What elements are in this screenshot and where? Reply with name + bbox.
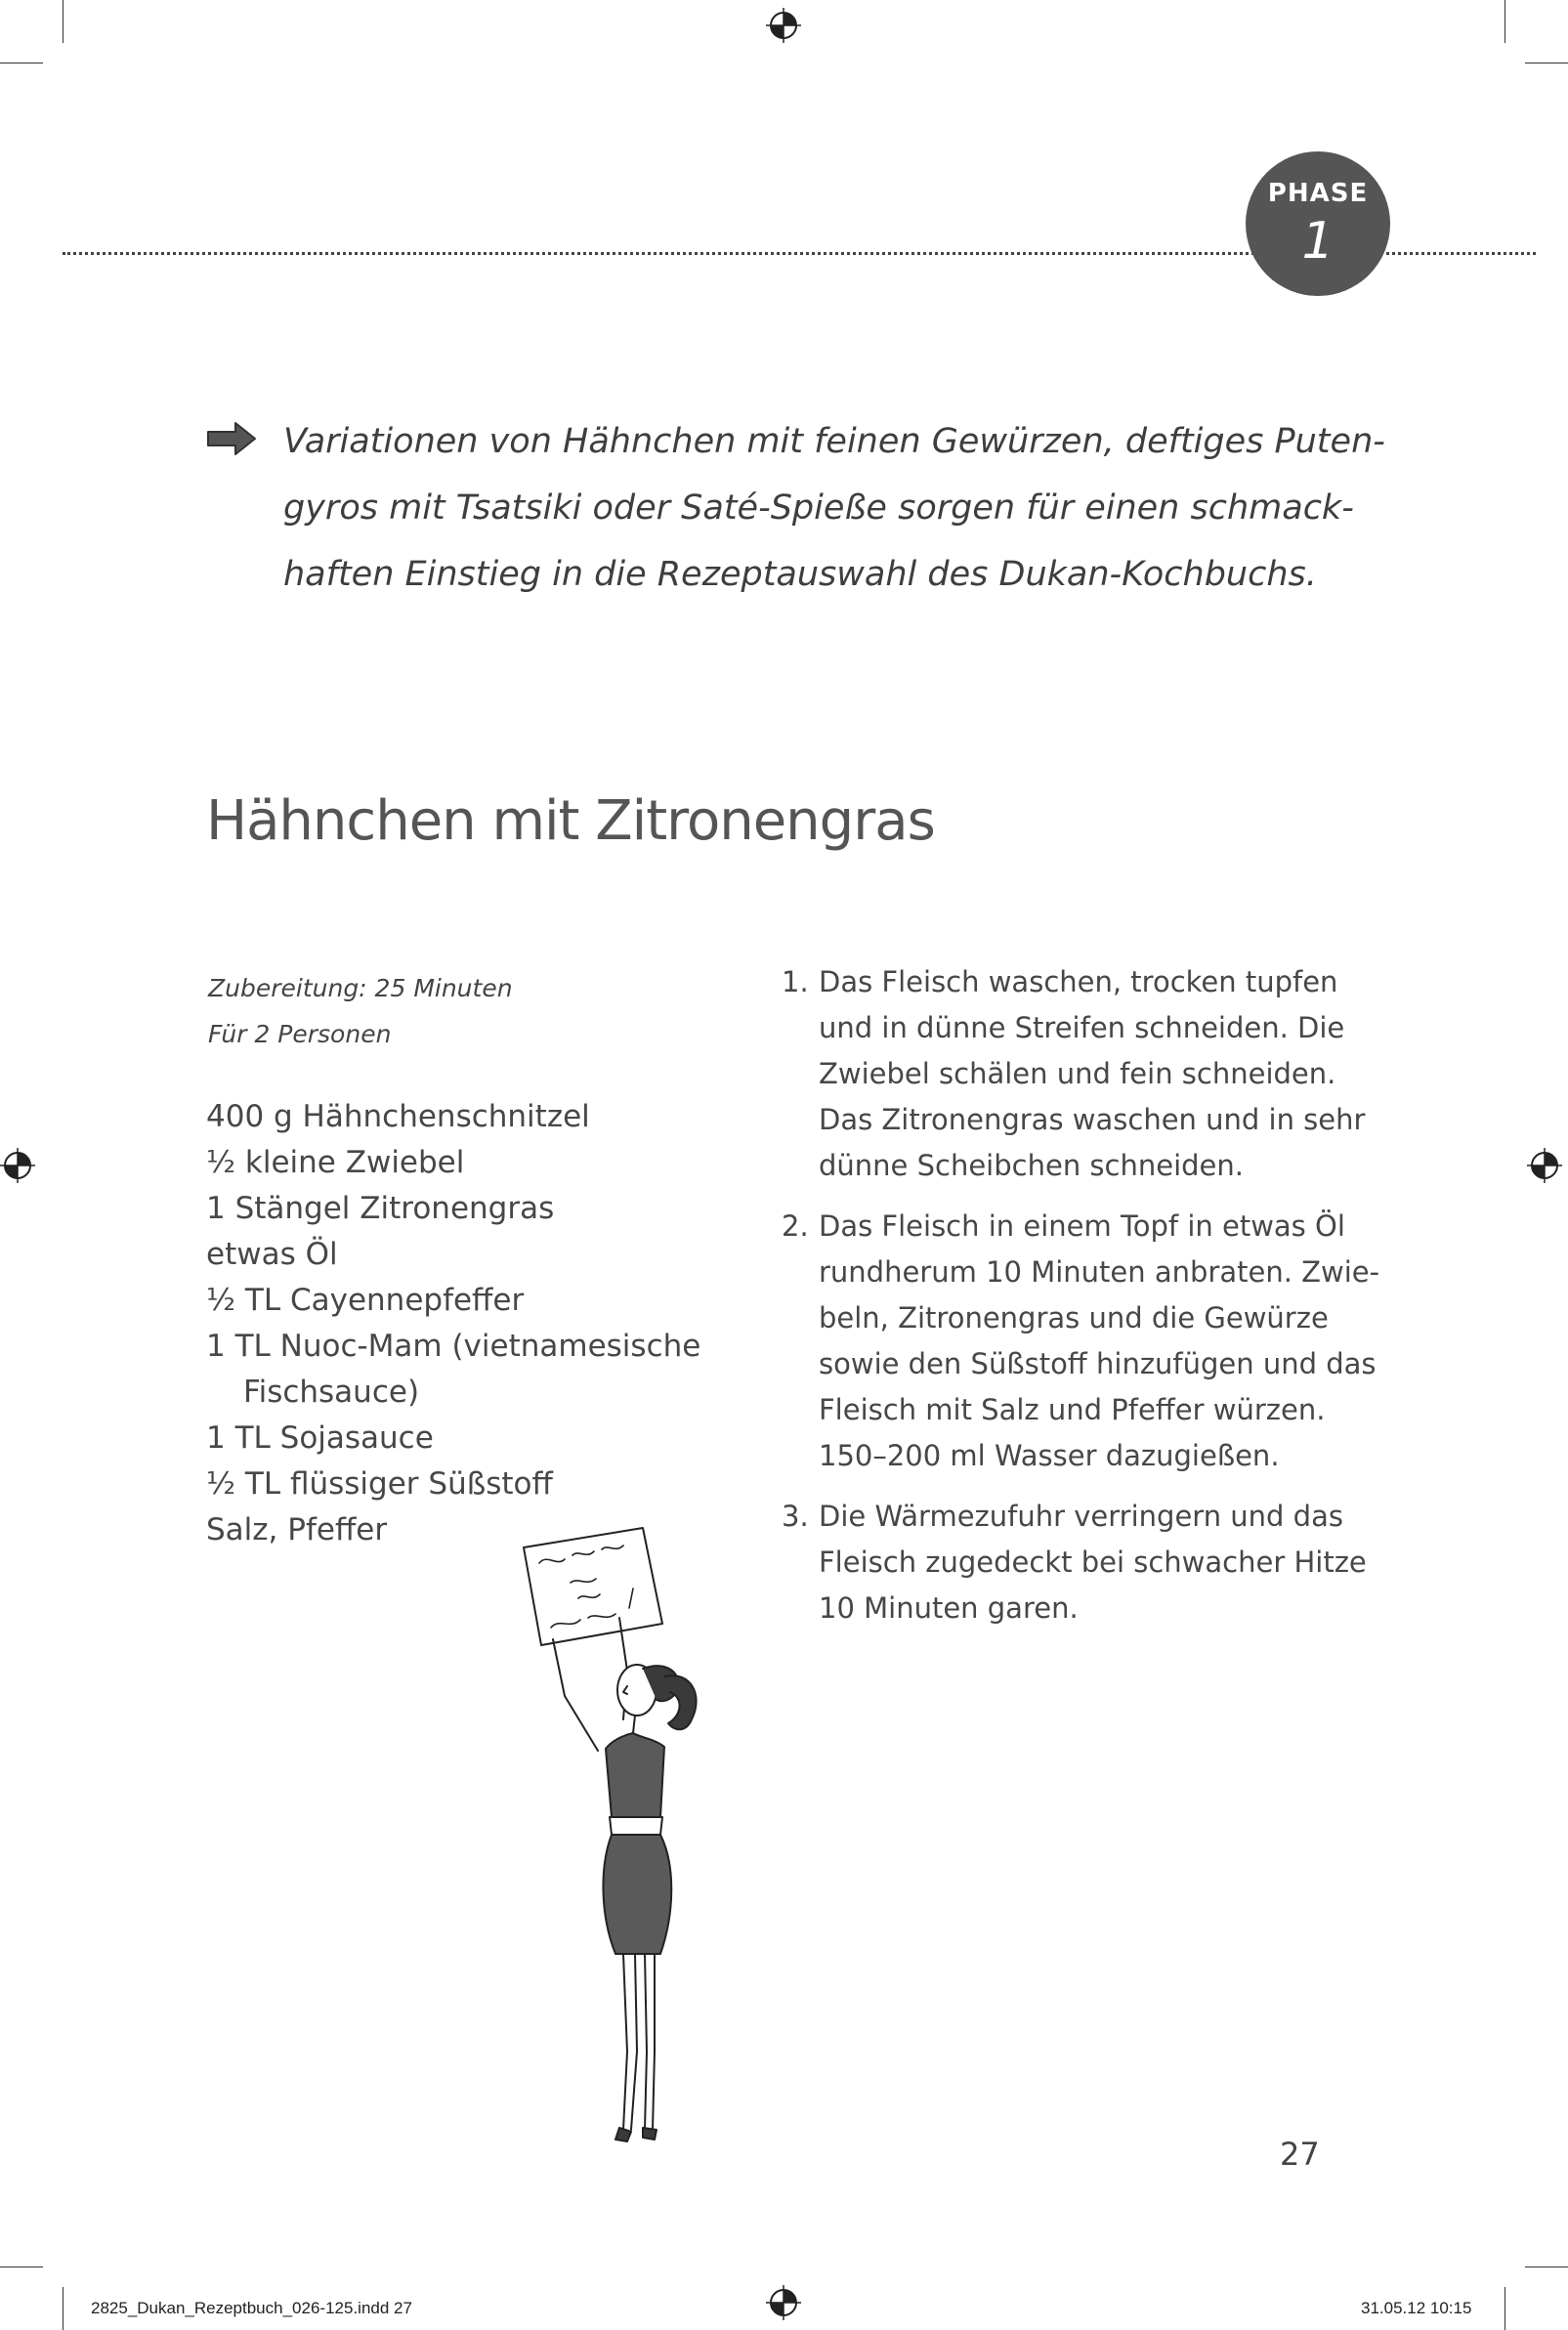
step-text-line: Das Fleisch waschen, trocken tupfen	[819, 965, 1338, 998]
servings: Für 2 Personen	[208, 1020, 392, 1048]
step-text-line: Fleisch zugedeckt bei schwacher Hitze	[819, 1546, 1367, 1579]
step-number: 3.	[782, 1500, 809, 1533]
step-item	[782, 1204, 1379, 1479]
step-text-line: Fleisch mit Salz und Pfeffer würzen.	[819, 1393, 1326, 1426]
arrow-right-icon	[206, 420, 257, 457]
ingredient-item: 1 Stängel Zitronengras	[206, 1191, 555, 1226]
registration-mark-icon	[766, 8, 801, 43]
step-text-line: beln, Zitronengras und die Gewürze	[819, 1301, 1329, 1334]
step-text-line: und in dünne Streifen schneiden. Die	[819, 1011, 1345, 1044]
recipe-title: Hähnchen mit Zitronengras	[206, 789, 935, 853]
ingredient-item: ½ TL Cayennepfeffer	[206, 1283, 525, 1318]
step-number: 1.	[782, 965, 809, 998]
step-text-line: 150–200 ml Wasser dazugießen.	[819, 1439, 1280, 1472]
ingredient-item-continuation: Fischsauce)	[243, 1375, 420, 1410]
step-text-line: rundherum 10 Minuten anbraten. Zwie-	[819, 1255, 1380, 1289]
step-text-line: dünne Scheibchen schneiden.	[819, 1149, 1244, 1182]
registration-mark-icon	[766, 2285, 801, 2320]
ingredient-item: 1 TL Sojasauce	[206, 1420, 434, 1456]
step-text-line: Das Zitronengras waschen und in sehr	[819, 1103, 1366, 1136]
ingredient-item: Salz, Pfeffer	[206, 1512, 388, 1547]
crop-mark-bottom-left-v	[63, 2287, 64, 2330]
ingredient-item: 1 TL Nuoc-Mam (vietnamesische	[206, 1329, 701, 1364]
crop-mark-bottom-right-v	[1504, 2287, 1505, 2330]
ingredient-item: ½ TL flüssiger Süßstoff	[206, 1466, 553, 1502]
intro-line: haften Einstieg in die Rezeptauswahl des Dukan-Kochbuchs.	[283, 555, 1317, 594]
registration-mark-icon	[0, 1148, 35, 1183]
step-item	[782, 959, 1379, 1189]
crop-mark-top-left-h	[0, 63, 43, 64]
prep-time: Zubereitung: 25 Minuten	[208, 974, 513, 1002]
print-slug-file: 2825_Dukan_Rezeptbuch_026-125.indd 27	[91, 2299, 412, 2317]
step-text-line: 10 Minuten garen.	[819, 1591, 1079, 1625]
phase-label: PHASE	[1267, 179, 1369, 208]
crop-mark-top-left-v	[63, 0, 64, 43]
crop-mark-bottom-right-h	[1525, 2266, 1568, 2267]
page-number: 27	[1280, 2136, 1320, 2173]
phase-number: 1	[1301, 212, 1335, 271]
step-number: 2.	[782, 1209, 809, 1243]
crop-mark-bottom-left-h	[0, 2266, 43, 2267]
intro-line: gyros mit Tsatsiki oder Saté-Spieße sorgen für einen schmack-	[283, 488, 1354, 528]
ingredient-item: ½ kleine Zwiebel	[206, 1145, 465, 1180]
crop-mark-top-right-v	[1504, 0, 1505, 43]
intro-line: Variationen von Hähnchen mit feinen Gewürzen, deftiges Puten-	[283, 422, 1385, 461]
step-text-line: Zwiebel schälen und fein schneiden.	[819, 1057, 1336, 1090]
step-text-line: Das Fleisch in einem Topf in etwas Öl	[819, 1209, 1345, 1243]
ingredient-item: etwas Öl	[206, 1237, 338, 1272]
print-slug-date: 31.05.12 10:15	[1361, 2299, 1472, 2317]
step-text-line: sowie den Süßstoff hinzufügen und das	[819, 1347, 1377, 1380]
recipe-meta	[208, 965, 513, 1057]
step-text-line: Die Wärmezufuhr verringern und das	[819, 1500, 1343, 1533]
crop-mark-top-right-h	[1525, 63, 1568, 64]
intro-paragraph	[283, 408, 1385, 608]
phase-badge	[1246, 151, 1390, 296]
preparation-steps	[782, 959, 1379, 1646]
ingredients-list	[206, 1094, 700, 1553]
step-item	[782, 1494, 1379, 1631]
registration-mark-icon	[1527, 1148, 1562, 1183]
woman-holding-sign-illustration	[518, 1524, 752, 2149]
ingredient-item: 400 g Hähnchenschnitzel	[206, 1099, 590, 1134]
